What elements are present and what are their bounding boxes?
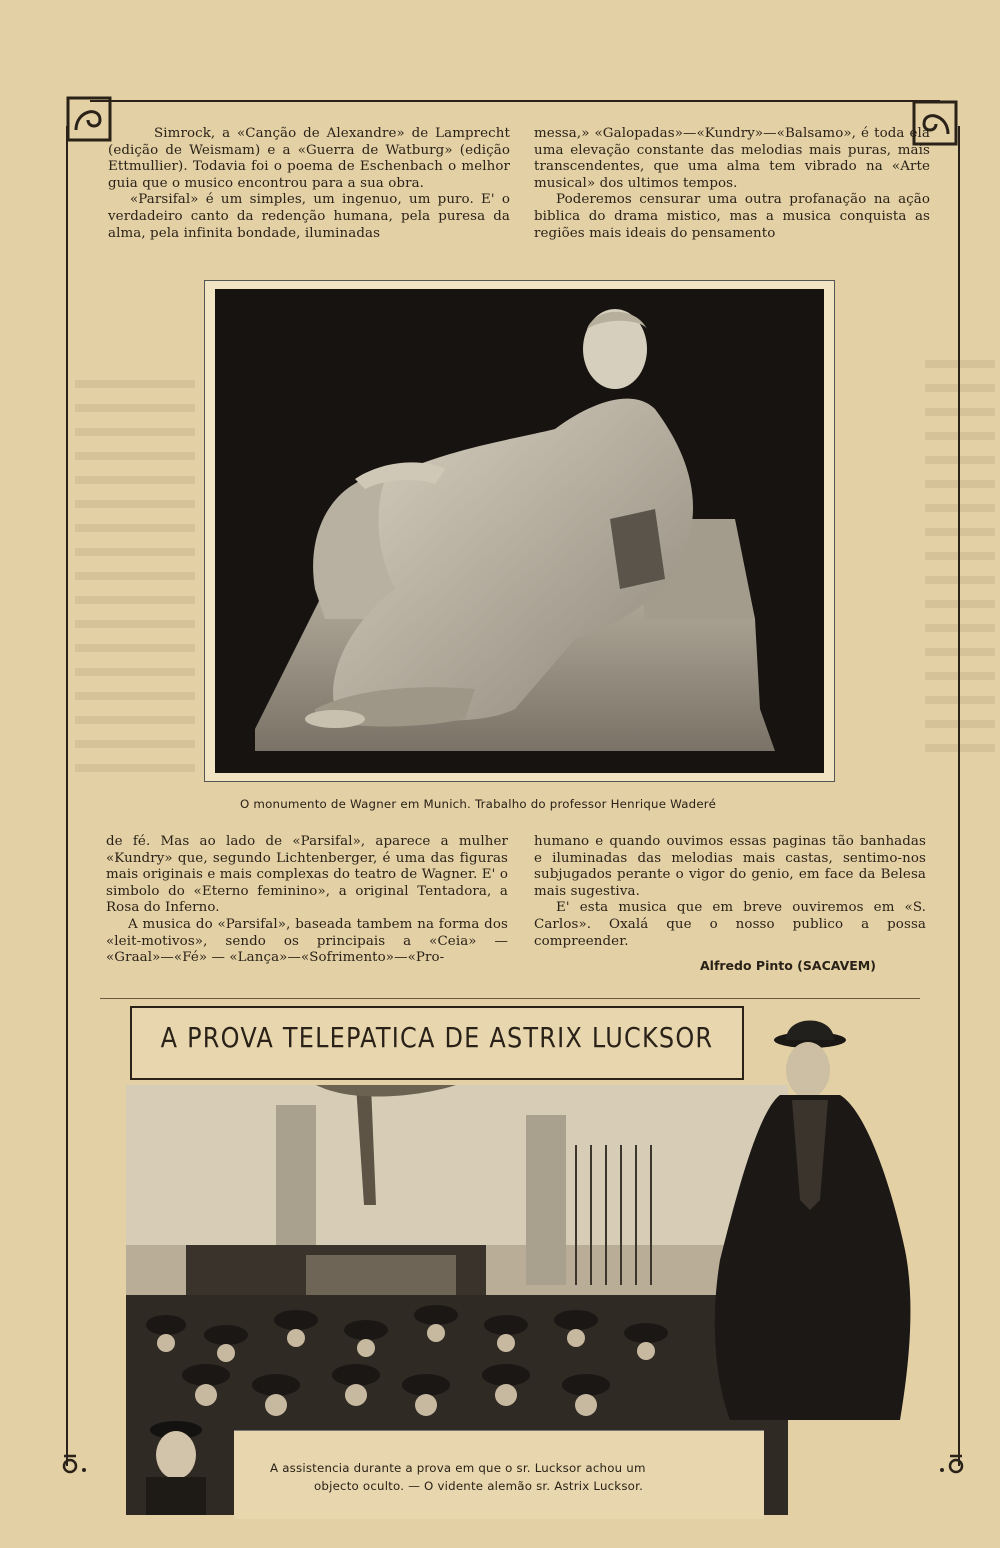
column-top-left: [108, 126, 510, 242]
paragraph: humano e quando ouvimos essas paginas tão banhadas e iluminadas das melodias mais castas, sentimo-nos subjugados perante o vigor do genio, em face da Belesa mais sugestiva.: [534, 834, 926, 899]
column-top-right: [534, 126, 930, 242]
corner-ornament-top-left-icon: [66, 96, 112, 142]
frame-top: [90, 100, 940, 102]
statue-illustration: [215, 289, 824, 773]
frame-left: [66, 126, 68, 1466]
paragraph: de fé. Mas ao lado de «Parsifal», aparece a mulher «Kundry» que, segundo Lichtenberger, é uma das figuras mais originais e mais complexas do teatro de Wagner. E' o simbolo do «Eterno feminino», a original Tentadora, a Rosa do Inferno.: [106, 834, 508, 916]
paragraph: messa,» «Galopadas»—«Kundry»—«Balsamo», é toda ela uma elevação constante das melodias mais puras, mais transcendentes, que uma alma tem vibrado na «Arte musical» dos ultimos tempos.: [534, 126, 930, 191]
photo1-caption: O monumento de Wagner em Munich. Trabalho do professor Henrique Waderé: [240, 797, 717, 811]
article2-title-box: [130, 1006, 744, 1080]
page-mark-left-icon: [60, 1450, 90, 1476]
astrix-lucksor-portrait: [700, 1000, 920, 1420]
photo2-caption-line1: A assistencia durante a prova em que o sr. Lucksor achou um: [270, 1461, 646, 1475]
separator-line: [100, 998, 920, 999]
frame-right: [958, 126, 960, 1466]
article2-title: A PROVA TELEPATICA DE ASTRIX LUCKSOR: [160, 1021, 714, 1055]
paragraph: Poderemos censurar uma outra profanação na ação biblica do drama mistico, mas a musica conquista as regiões mais ideais do pensamento: [534, 192, 930, 241]
photo2-caption-line2: objecto oculto. — O vidente alemão sr. Astrix Lucksor.: [314, 1479, 644, 1493]
bleed-through-right: [925, 360, 995, 760]
author-signature: Alfredo Pinto (SACAVEM): [700, 958, 876, 973]
column-mid-left: [106, 834, 508, 967]
photo2-caption-box: [234, 1430, 764, 1519]
paragraph: Simrock, a «Canção de Alexandre» de Lamprecht (edição de Weismam) e a «Guerra de Watburg» (edição Ettmullier). Todavia foi o poema de Eschenbach o melhor guia que o musico encontrou para a sua obra.: [108, 126, 510, 191]
paragraph: A musica do «Parsifal», baseada tambem na forma dos «leit-motivos», sendo os principais a «Ceia» — «Graal»—«Fé» — «Lança»—«Sofrimento»—«Pro-: [106, 916, 508, 966]
column-mid-right: [534, 834, 926, 950]
paragraph: «Parsifal» é um simples, um ingenuo, um puro. E' o verdadeiro canto da redenção humana, pela puresa da alma, pela infinita bondade, iluminadas: [108, 192, 510, 241]
paragraph: E' esta musica que em breve ouviremos em «S. Carlos». Oxalá que o nosso publico a possa compreender.: [534, 900, 926, 949]
wagner-monument-photo: [204, 280, 835, 782]
page-mark-right-icon: [936, 1450, 966, 1476]
bleed-through-left: [75, 380, 195, 780]
